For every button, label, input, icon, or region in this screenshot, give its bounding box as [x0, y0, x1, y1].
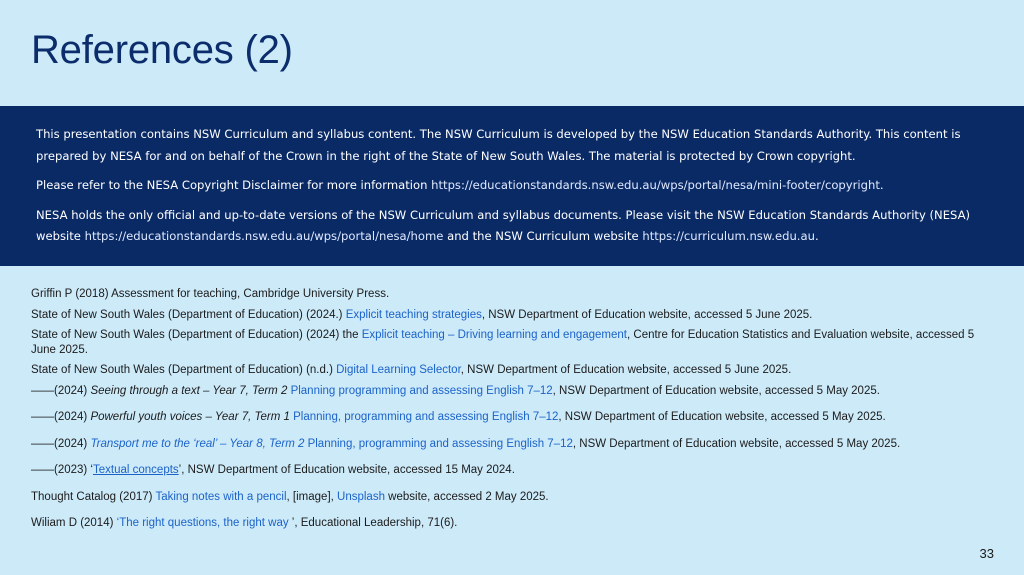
explicit-teaching-driving-learning-link[interactable]: Explicit teaching – Driving learning and engagement — [361, 329, 627, 341]
reference-text: , NSW Department of Education website, accessed 5 June 2025. — [481, 308, 813, 321]
reference-item — [31, 410, 996, 425]
copyright-p2-end: . — [879, 178, 884, 192]
reference-italic-title: Seeing through a text – Year 7, Term 2 — [90, 384, 288, 397]
copyright-notice — [0, 106, 1024, 266]
reference-text: , NSW Department of Education website, accessed 5 May 2025. — [572, 437, 901, 450]
reference-text: ’, Educational Leadership, 71(6). — [291, 517, 458, 529]
reference-text: ’, NSW Department of Education website, accessed 15 May 2024. — [178, 464, 515, 476]
reference-text: ——(2024) — [31, 437, 91, 450]
reference-text: website, accessed 2 May 2025. — [384, 490, 549, 503]
unsplash-link[interactable]: Unsplash — [337, 490, 385, 503]
nesa-website-link[interactable]: https://educationstandards.nsw.edu.au/wps/portal/nesa/home — [84, 229, 444, 243]
right-questions-right-way-link[interactable]: ‘The right questions, the right way — [116, 517, 292, 529]
reference-item — [31, 308, 996, 323]
reference-text: ——(2023) ‘ — [31, 464, 93, 476]
reference-text: State of New South Wales (Department of Education) (2024.) — [31, 308, 346, 321]
explicit-teaching-strategies-link[interactable]: Explicit teaching strategies — [345, 308, 482, 321]
reference-item — [31, 384, 996, 399]
reference-text: State of New South Wales (Department of Education) (2024) the — [31, 329, 362, 341]
digital-learning-selector-link[interactable]: Digital Learning Selector — [336, 364, 461, 376]
copyright-p3-end: . — [814, 229, 819, 243]
reference-item — [31, 363, 996, 378]
transport-me-to-the-real-link[interactable]: Transport me to the ‘real’ – Year 8, Term 2 — [90, 437, 305, 450]
slide-title: References (2) — [31, 28, 293, 72]
reference-item — [31, 328, 996, 357]
reference-text: Wiliam D (2014) — [31, 517, 117, 529]
reference-text: , NSW Department of Education website, accessed 5 June 2025. — [460, 364, 792, 376]
copyright-paragraph-1: This presentation contains NSW Curriculum and syllabus content. The NSW Curriculum is developed by the NSW Education Standards Authority. This content is prepared by NESA for and on behalf of the Crown in the right of the State of New South Wales. The material is protected by Crown copyright. — [36, 127, 961, 163]
reference-italic-title: Powerful youth voices – Year 7, Term 1 — [90, 411, 290, 423]
reference-item — [31, 516, 996, 531]
taking-notes-with-pencil-link[interactable]: Taking notes with a pencil — [155, 490, 287, 503]
reference-text: ——(2024) — [31, 384, 91, 397]
copyright-paragraph-3 — [36, 205, 988, 248]
copyright-p3-mid: and the NSW Curriculum website — [443, 229, 643, 243]
reference-text: Thought Catalog (2017) — [31, 490, 156, 503]
reference-text: State of New South Wales (Department of Education) (n.d.) — [31, 364, 337, 376]
reference-list — [31, 287, 996, 531]
textual-concepts-link[interactable]: Textual concepts — [93, 464, 179, 476]
reference-text: ——(2024) — [31, 411, 91, 423]
reference-item — [31, 437, 996, 452]
copyright-disclaimer-link[interactable]: https://educationstandards.nsw.edu.au/wps/portal/nesa/mini-footer/copyright — [431, 178, 880, 192]
planning-programming-link[interactable]: Planning, programming and assessing English 7–12 — [293, 411, 559, 423]
reference-text: , Centre for Education Statistics and Evaluation website, accessed 5 June 2025. — [31, 329, 975, 356]
planning-programming-link[interactable]: Planning, programming and assessing English 7–12 — [307, 437, 573, 450]
copyright-p3-text: NESA holds the only official and up-to-date versions of the NSW Curriculum and syllabus documents. Please visit the NSW Education Standards Authority (NESA) website — [36, 207, 971, 243]
reference-item — [31, 463, 996, 478]
curriculum-website-link[interactable]: https://curriculum.nsw.edu.au — [642, 229, 815, 243]
reference-text: , NSW Department of Education website, accessed 5 May 2025. — [558, 411, 886, 423]
page-number: 33 — [979, 546, 994, 561]
copyright-paragraph-2 — [36, 175, 988, 197]
reference-item: Griffin P (2018) Assessment for teaching, Cambridge University Press. — [31, 288, 390, 300]
reference-text: , NSW Department of Education website, accessed 5 May 2025. — [552, 384, 880, 397]
copyright-p2-text: Please refer to the NESA Copyright Disclaimer for more information — [36, 178, 432, 192]
planning-programming-link[interactable]: Planning programming and assessing English 7–12 — [290, 384, 553, 397]
reference-item — [31, 490, 996, 505]
reference-text: , [image], — [286, 490, 338, 503]
